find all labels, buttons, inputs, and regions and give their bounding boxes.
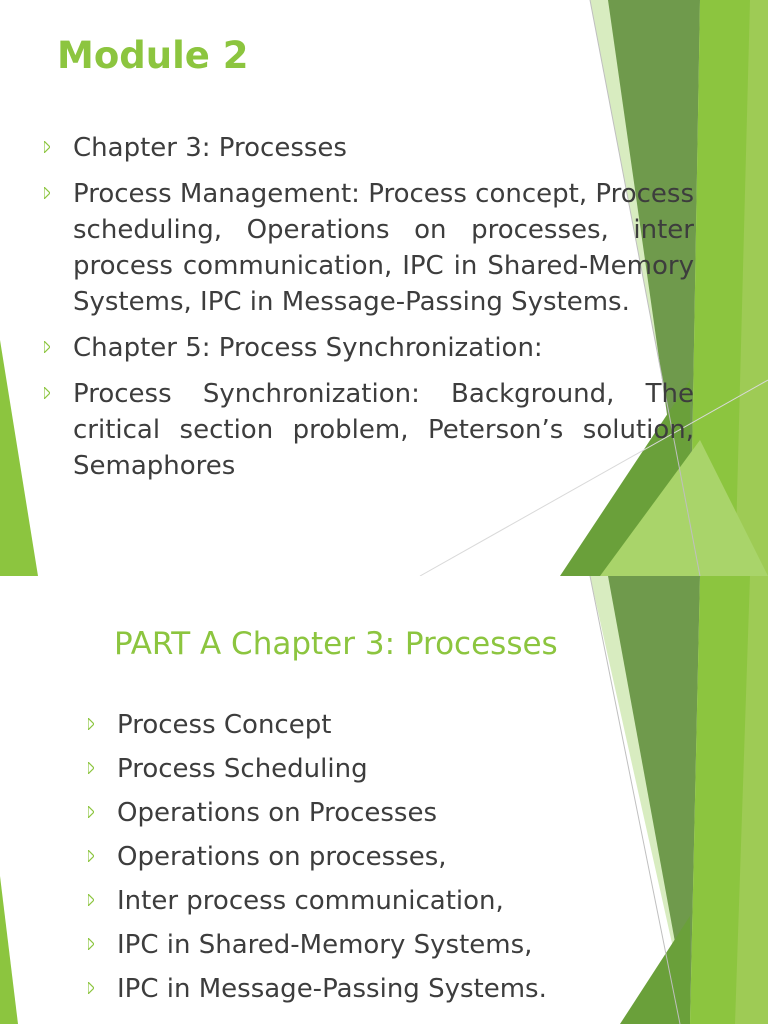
list-item	[44, 376, 694, 484]
arrow-bullet-icon	[88, 806, 94, 818]
list-item	[88, 883, 648, 927]
list-item	[88, 839, 648, 883]
left-green-sliver	[0, 876, 18, 1024]
bullet-text: Operations on processes,	[117, 842, 447, 872]
arrow-bullet-icon	[88, 718, 94, 730]
left-green-sliver	[0, 340, 38, 576]
arrow-bullet-icon	[88, 938, 94, 950]
bullet-text: Inter process communication,	[117, 886, 504, 916]
bullet-text: Chapter 5: Process Synchronization:	[73, 333, 543, 363]
list-item	[44, 176, 694, 320]
bullet-text: IPC in Shared-Memory Systems,	[117, 930, 533, 960]
bullet-text: Process Management: Process concept, Process scheduling, Operations on processes, inter process communication, IPC in Shared-Memory Systems, IPC in Message-Passing Systems.	[73, 179, 694, 317]
arrow-bullet-icon	[88, 850, 94, 862]
list-item	[88, 927, 648, 971]
list-item	[44, 330, 694, 366]
arrow-bullet-icon	[44, 341, 50, 353]
arrow-bullet-icon	[88, 762, 94, 774]
bullet-text: IPC in Message-Passing Systems.	[117, 974, 547, 1004]
slide-2	[0, 576, 768, 1024]
arrow-bullet-icon	[88, 982, 94, 994]
bullet-list	[44, 130, 694, 494]
slide-title: Module 2	[57, 34, 249, 77]
bullet-list	[88, 707, 648, 1015]
slide-title: PART A Chapter 3: Processes	[114, 626, 558, 662]
list-item	[88, 795, 648, 839]
list-item	[88, 971, 648, 1015]
list-item	[88, 707, 648, 751]
arrow-bullet-icon	[44, 387, 50, 399]
bullet-text: Chapter 3: Processes	[73, 133, 347, 163]
list-item	[88, 751, 648, 795]
bullet-text: Process Synchronization: Background, The critical section problem, Peterson’s solution, Semaphores	[73, 379, 694, 481]
bullet-text: Process Concept	[117, 710, 332, 740]
list-item	[44, 130, 694, 166]
arrow-bullet-icon	[88, 894, 94, 906]
arrow-bullet-icon	[44, 187, 50, 199]
bullet-text: Process Scheduling	[117, 754, 368, 784]
arrow-bullet-icon	[44, 141, 50, 153]
bullet-text: Operations on Processes	[117, 798, 438, 828]
